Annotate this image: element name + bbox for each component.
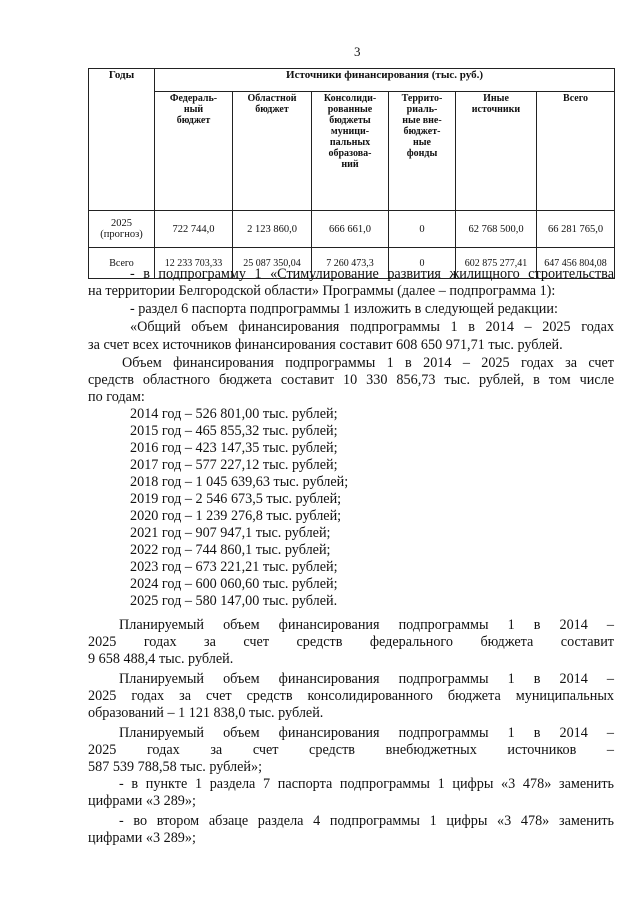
regional-budget-line: по годам: <box>88 389 145 405</box>
section-4-replacement: - во втором абзаце раздела 4 подпрограммы 1 цифры «3 478» заменить <box>119 813 614 829</box>
table-cell: 62 768 500,0 <box>456 211 537 248</box>
section-7-replacement: цифрами «3 289»; <box>88 793 196 809</box>
municipal-budget-paragraph: 2025 годах за счет средств консолидированного бюджета муниципальных <box>88 688 614 704</box>
municipal-budget-paragraph: образований – 1 121 838,0 тыс. рублей. <box>88 705 324 721</box>
table-cell: 0 <box>389 211 456 248</box>
year-amount-item: 2014 год – 526 801,00 тыс. рублей; <box>130 406 338 422</box>
amendment-intro-line: на территории Белгородской области» Программы (далее – подпрограмма 1): <box>88 283 556 299</box>
year-amount-item: 2016 год – 423 147,35 тыс. рублей; <box>130 440 338 456</box>
table-row <box>89 211 615 248</box>
table-cell: 2 123 860,0 <box>233 211 312 248</box>
page-number: 3 <box>354 44 361 59</box>
table-cell: 66 281 765,0 <box>537 211 615 248</box>
section-6-instruction: - раздел 6 паспорта подпрограммы 1 изложить в следующей редакции: <box>130 301 558 317</box>
table-cell: 7 260 473,3 <box>312 248 389 279</box>
column-header-territorial-funds: Террито- риаль- ные вне- бюджет- ные фонды <box>389 92 456 211</box>
section-4-replacement: цифрами «3 289»; <box>88 830 196 846</box>
row-year-cell: 2025 (прогноз) <box>89 211 155 248</box>
municipal-budget-paragraph: Планируемый объем финансирования подпрограммы 1 в 2014 – <box>119 671 614 687</box>
year-amount-item: 2022 год – 744 860,1 тыс. рублей; <box>130 542 331 558</box>
total-financing-line: за счет всех источников финансирования составит 608 650 971,71 тыс. рублей. <box>88 337 563 353</box>
year-amount-item: 2024 год – 600 060,60 тыс. рублей; <box>130 576 338 592</box>
extrabudgetary-paragraph: Планируемый объем финансирования подпрограммы 1 в 2014 – <box>119 725 614 741</box>
column-headers-row <box>89 92 615 211</box>
year-amount-item: 2015 год – 465 855,32 тыс. рублей; <box>130 423 338 439</box>
table-cell: 647 456 804,08 <box>537 248 615 279</box>
federal-budget-paragraph: Планируемый объем финансирования подпрограммы 1 в 2014 – <box>119 617 614 633</box>
column-header-total: Всего <box>537 92 615 211</box>
years-header: Годы <box>89 69 155 211</box>
year-amount-item: 2021 год – 907 947,1 тыс. рублей; <box>130 525 331 541</box>
extrabudgetary-paragraph: 2025 годах за счет средств внебюджетных источников – <box>88 742 614 758</box>
financing-table <box>88 68 615 279</box>
year-amount-item: 2018 год – 1 045 639,63 тыс. рублей; <box>130 474 349 490</box>
table-cell: 666 661,0 <box>312 211 389 248</box>
regional-budget-line: средств областного бюджета составит 10 330 856,73 тыс. рублей, в том числе <box>88 372 614 388</box>
federal-budget-paragraph: 2025 годах за счет средств федерального бюджета составит <box>88 634 614 650</box>
column-header-municipal: Консолиди- рованные бюджеты муници- пальных образова- ний <box>312 92 389 211</box>
table-cell: 722 744,0 <box>155 211 233 248</box>
row-year-cell: Всего <box>89 248 155 279</box>
year-amount-item: 2025 год – 580 147,00 тыс. рублей. <box>130 593 338 609</box>
total-financing-line: «Общий объем финансирования подпрограммы 1 в 2014 – 2025 годах <box>130 319 614 335</box>
federal-budget-paragraph: 9 658 488,4 тыс. рублей. <box>88 651 234 667</box>
column-header-federal: Федераль- ный бюджет <box>155 92 233 211</box>
year-amount-item: 2023 год – 673 221,21 тыс. рублей; <box>130 559 338 575</box>
table-cell: 602 875 277,41 <box>456 248 537 279</box>
extrabudgetary-paragraph: 587 539 788,58 тыс. рублей»; <box>88 759 263 775</box>
table-cell: 0 <box>389 248 456 279</box>
year-amount-item: 2020 год – 1 239 276,8 тыс. рублей; <box>130 508 342 524</box>
amendment-intro-line: - в подпрограмму 1 «Стимулирование развития жилищного строительства <box>130 266 614 282</box>
section-7-replacement: - в пункте 1 раздела 7 паспорта подпрограммы 1 цифры «3 478» заменить <box>119 776 614 792</box>
year-amount-item: 2017 год – 577 227,12 тыс. рублей; <box>130 457 338 473</box>
year-amount-item: 2019 год – 2 546 673,5 тыс. рублей; <box>130 491 342 507</box>
column-header-other-sources: Иные источники <box>456 92 537 211</box>
table-cell: 25 087 350,04 <box>233 248 312 279</box>
column-header-regional: Областной бюджет <box>233 92 312 211</box>
sources-header: Источники финансирования (тыс. руб.) <box>155 69 615 92</box>
table-cell: 12 233 703,33 <box>155 248 233 279</box>
regional-budget-line: Объем финансирования подпрограммы 1 в 2014 – 2025 годах за счет <box>122 355 614 371</box>
